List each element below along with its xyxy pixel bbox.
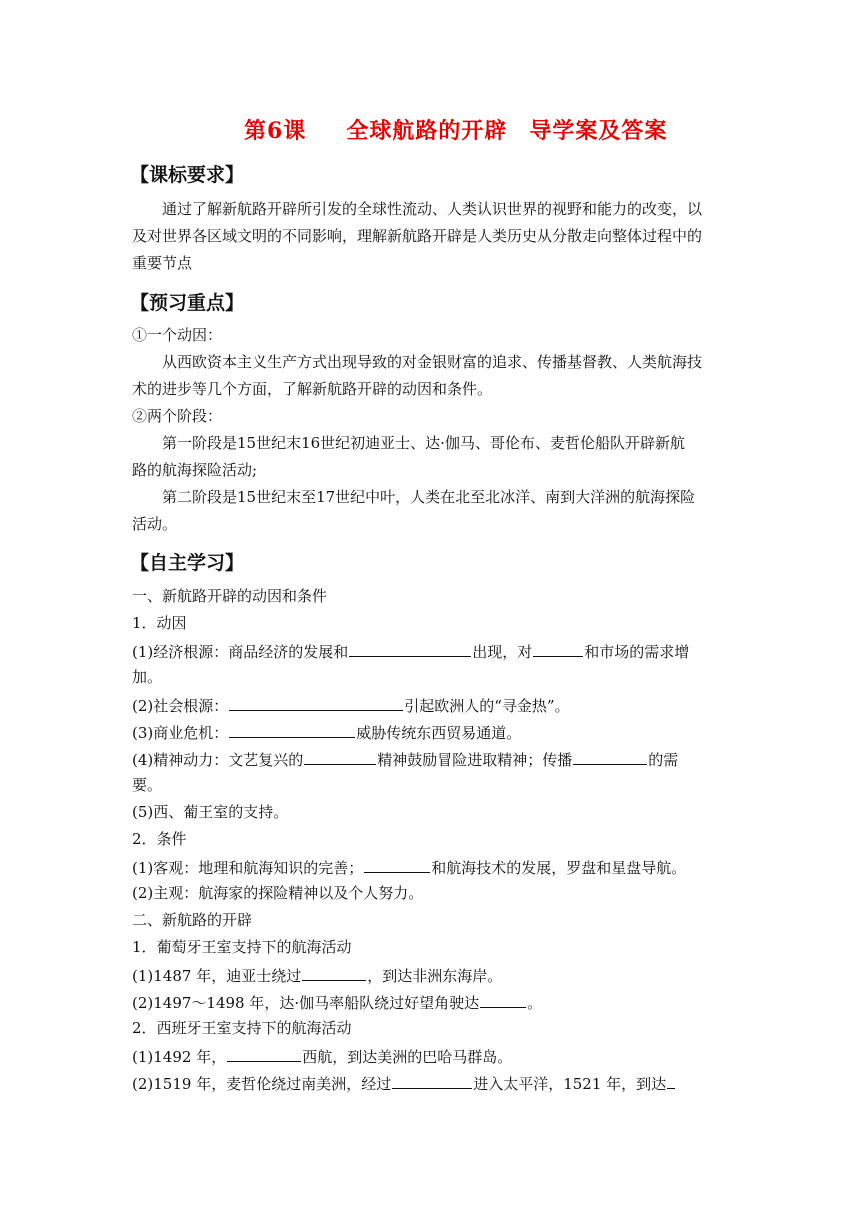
yuxi-p2-line-1: 第一阶段是15世纪末16世纪初迪亚士、达·伽马、哥伦布、麦哲伦船队开辟新航 xyxy=(162,434,685,452)
fill-blank[interactable] xyxy=(480,991,526,1008)
yuxi-p1-label: ①一个动因： xyxy=(132,326,223,344)
fill-blank[interactable] xyxy=(667,1072,675,1089)
kebiao-line-2: 及对世界各区域文明的不同影响，理解新航路开辟是人类历史从分散走向整体过程中的 xyxy=(132,227,703,245)
section-2-1-title: 1．葡萄牙王室支持下的航海活动 xyxy=(132,938,352,956)
fill-blank[interactable] xyxy=(573,748,647,765)
heading-yuxi: 【预习重点】 xyxy=(130,292,245,314)
title-lesson: 第6课 xyxy=(244,118,307,144)
page-title xyxy=(244,114,667,145)
fill-blank[interactable] xyxy=(229,694,403,711)
yuxi-p2-line-2: 路的航海探险活动; xyxy=(132,461,258,479)
item-economic-root-cont: 加。 xyxy=(132,668,163,686)
fill-blank[interactable] xyxy=(302,964,366,981)
yuxi-p2-label: ②两个阶段： xyxy=(132,407,223,425)
yuxi-p1-line-1: 从西欧资本主义生产方式出现导致的对金银财富的追求、传播基督教、人类航海技 xyxy=(162,353,703,371)
title-topic: 全球航路的开辟 xyxy=(346,118,508,144)
heading-kebiao: 【课标要求】 xyxy=(130,164,245,186)
kebiao-line-1: 通过了解新航路开辟所引发的全球性流动、人类认识世界的视野和能力的改变，以 xyxy=(162,200,703,218)
item-spiritual-motive-cont: 要。 xyxy=(132,776,163,794)
item-spiritual-motive: (4)精神动力：文艺复兴的 精神鼓励冒险进取精神；传播 的需 xyxy=(132,748,742,770)
fill-blank[interactable] xyxy=(229,721,355,738)
yuxi-p2-line-4: 活动。 xyxy=(132,515,178,533)
title-suffix: 导学案及答案 xyxy=(529,118,668,144)
item-social-root: (2)社会根源： 引起欧洲人的“寻金热”。 xyxy=(132,694,742,716)
heading-zizhu: 【自主学习】 xyxy=(130,552,245,574)
item-commercial-crisis: (3)商业危机： 威胁传统东西贸易通道。 xyxy=(132,721,742,743)
fill-blank[interactable] xyxy=(392,1072,472,1089)
yuxi-p1-line-2: 术的进步等几个方面，了解新航路开辟的动因和条件。 xyxy=(132,380,493,398)
item-royal-support: (5)西、葡王室的支持。 xyxy=(132,803,289,821)
section-2-2-title: 2．西班牙王室支持下的航海活动 xyxy=(132,1019,352,1037)
section-2-title: 二、新航路的开辟 xyxy=(132,911,253,929)
item-objective: (1)客观：地理和航海知识的完善； 和航海技术的发展，罗盘和星盘导航。 xyxy=(132,856,742,878)
item-economic-root: (1)经济根源：商品经济的发展和 出现，对 和市场的需求增 xyxy=(132,640,742,662)
item-da-gama: (2)1497～1498 年，达·伽马率船队绕过好望角驶达 。 xyxy=(132,991,742,1013)
fill-blank[interactable] xyxy=(304,748,376,765)
section-1-title: 一、新航路开辟的动因和条件 xyxy=(132,587,328,605)
item-subjective: (2)主观：航海家的探险精神以及个人努力。 xyxy=(132,884,424,902)
item-columbus: (1)1492 年， 西航，到达美洲的巴哈马群岛。 xyxy=(132,1045,742,1067)
fill-blank[interactable] xyxy=(364,856,430,873)
fill-blank[interactable] xyxy=(227,1045,301,1062)
kebiao-line-3: 重要节点 xyxy=(132,254,193,272)
item-magellan: (2)1519 年，麦哲伦绕过南美洲，经过 进入太平洋，1521 年，到达 xyxy=(132,1072,742,1094)
section-1-1-title: 1．动因 xyxy=(132,614,187,632)
item-dias: (1)1487 年，迪亚士绕过 ，到达非洲东海岸。 xyxy=(132,964,742,986)
section-1-2-title: 2．条件 xyxy=(132,830,187,848)
fill-blank[interactable] xyxy=(349,640,471,657)
fill-blank[interactable] xyxy=(533,640,583,657)
yuxi-p2-line-3: 第二阶段是15世纪末至17世纪中叶，人类在北至北冰洋、南到大洋洲的航海探险 xyxy=(162,488,696,506)
